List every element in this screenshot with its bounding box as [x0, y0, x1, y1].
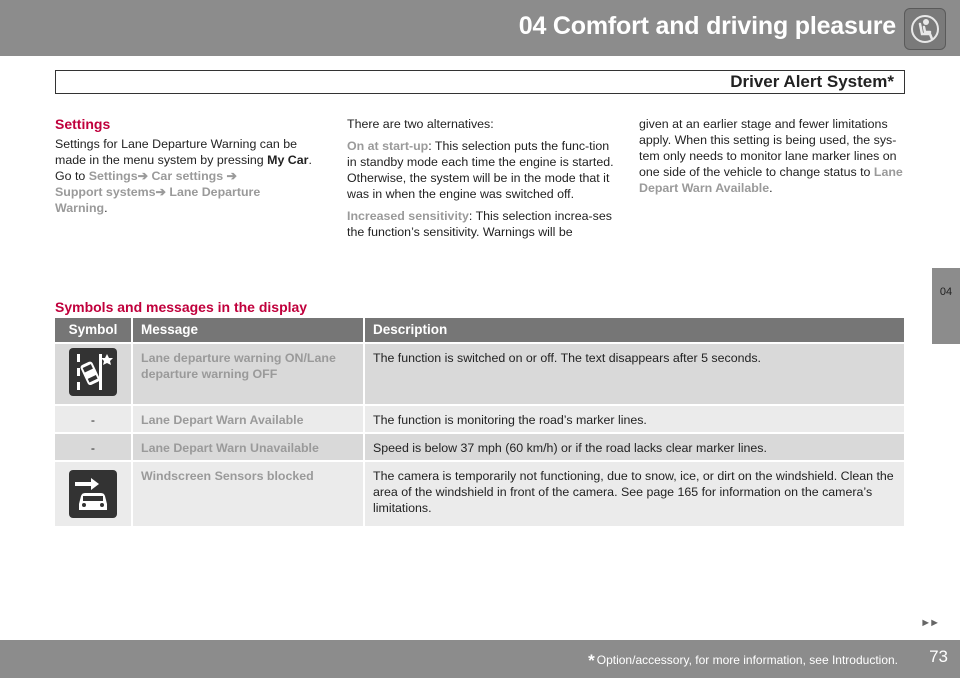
status-prefix: given at an earlier stage and fewer limitations apply. When this setting is being used, the sys-tem only needs to monitor lane marker lines on one side of the vehicle to change status to — [639, 117, 897, 179]
chapter-side-tab-label: 04 — [939, 286, 953, 298]
my-car-label: My Car — [267, 153, 309, 167]
section-title: Driver Alert System* — [730, 72, 894, 91]
settings-paragraph — [55, 136, 313, 216]
alternatives-intro: There are two alternatives: — [347, 117, 494, 131]
table-row — [55, 343, 904, 405]
column-header-message: Message — [132, 318, 364, 343]
description-cell: The function is monitoring the road’s marker lines. — [364, 405, 904, 433]
option-2-label: Increased sensitivity — [347, 209, 469, 223]
option-increased-sensitivity — [347, 208, 615, 240]
description-cell: Speed is below 37 mph (60 km/h) or if the road lacks clear marker lines. — [364, 433, 904, 461]
settings-text: Settings for Lane Departure Warning can be made in the menu system by pressing — [55, 137, 297, 167]
table-row — [55, 461, 904, 526]
continuation-column — [639, 116, 907, 202]
arrow-right-icon: ➔ — [137, 169, 149, 183]
alternatives-column — [347, 116, 615, 240]
footer-note — [588, 651, 898, 671]
chapter-side-tab — [932, 268, 960, 344]
settings-column — [55, 114, 313, 222]
description-cell: The function is switched on or off. The text disappears after 5 seconds. — [364, 343, 904, 405]
description-cell: The camera is temporarily not functioning, due to snow, ice, or dirt on the windshield. Clean the area of the windshield in front of the camera. See page 165 for information on the camera’s limitations. — [364, 461, 904, 526]
table-header-row — [55, 318, 904, 343]
column-header-symbol: Symbol — [55, 318, 132, 343]
symbols-section-heading: Symbols and messages in the display — [55, 299, 308, 315]
lane-depart-warn-available-label: Lane Depart Warn Available — [639, 165, 903, 195]
page-number: 73 — [929, 647, 948, 666]
settings-text-end: . — [104, 201, 108, 215]
symbol-cell — [55, 461, 132, 526]
lane-departure-icon — [69, 348, 117, 396]
footer-asterisk: * — [588, 651, 595, 670]
seat-person-icon — [904, 8, 946, 50]
symbol-cell: - — [55, 405, 132, 433]
menu-path-settings: Settings — [88, 169, 138, 183]
arrow-right-icon: ➔ — [155, 185, 166, 199]
settings-text-2: . Go to — [55, 153, 312, 183]
symbol-cell — [55, 343, 132, 405]
column-header-description: Description — [364, 318, 904, 343]
settings-heading: Settings — [55, 116, 111, 132]
option-2-text: : This selection increa-ses the function’s sensitivity. Warnings will be — [347, 209, 612, 239]
arrow-right-icon: ➔ — [226, 169, 237, 183]
menu-path-car-settings: Car settings — [151, 169, 224, 183]
message-cell: Lane Depart Warn Available — [132, 405, 364, 433]
option-1-text: : This selection puts the func-tion in standby mode each time the engine is started. Otherwise, the system will be in the mode that it was in when the engine was switched off. — [347, 139, 614, 201]
option-1-label: On at start-up — [347, 139, 429, 153]
symbols-table — [55, 318, 904, 526]
message-cell: Lane departure warning ON/Lane departure warning OFF — [132, 343, 364, 405]
next-page-arrows-icon: ►► — [920, 617, 938, 629]
option-on-at-start-up — [347, 138, 615, 202]
table-row — [55, 433, 904, 461]
message-cell: Lane Depart Warn Unavailable — [132, 433, 364, 461]
chapter-title: 04 Comfort and driving pleasure — [518, 12, 896, 40]
message-cell: Windscreen Sensors blocked — [132, 461, 364, 526]
table-row — [55, 405, 904, 433]
menu-path-lane-departure-warning: Lane Departure Warning — [55, 185, 261, 215]
footer-note-text: Option/accessory, for more information, see Introduction. — [596, 653, 898, 667]
continuation-end: . — [769, 181, 773, 195]
menu-path-support-systems: Support systems — [55, 185, 156, 199]
symbol-cell: - — [55, 433, 132, 461]
windscreen-camera-car-icon — [69, 470, 117, 518]
continuation-paragraph — [639, 116, 907, 196]
section-title-box — [55, 70, 905, 94]
